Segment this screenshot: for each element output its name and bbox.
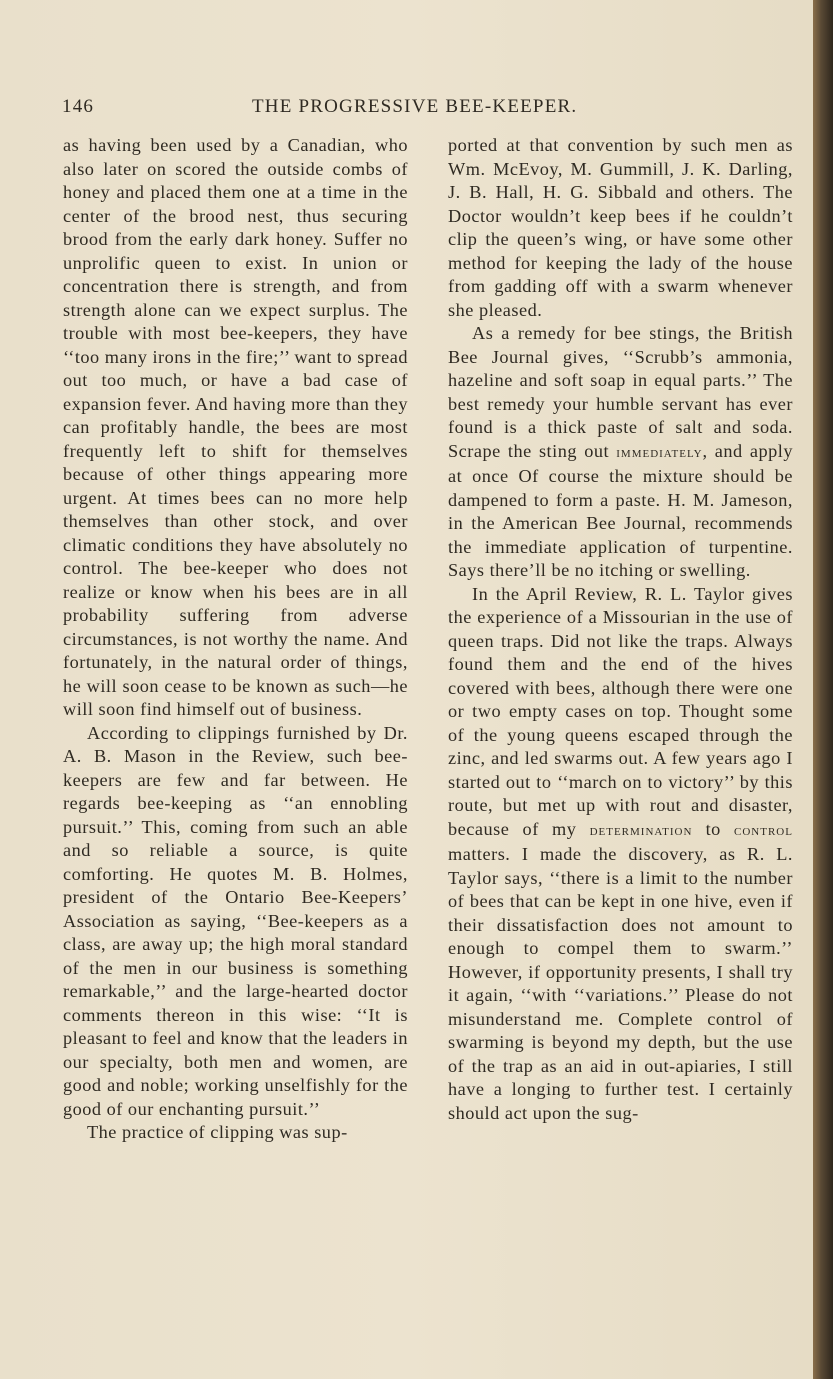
text-run: As a remedy for bee stings, the British Bee Journal gives, ‘‘Scrubb’s ammonia, hazeline and soft soap in equal parts.’’ The best remedy your humble servant has ever found is a thick paste of salt and soda. Scrape the sting out xyxy=(448,323,793,461)
text-run: , and apply at once Of course the mixture should be dampened to form a paste. H. M. Jameson, in the American Bee Journal, recommends the immediate application of turpentine. Says there’ll be no itching or swelling. xyxy=(448,440,793,580)
text-run: matters. I made the discovery, as R. L. Taylor says, ‘‘there is a limit to the number of bees that can be kept in one hive, even if their dissatisfaction does not amount to enough to compel them to swarm.’’ However, if opportunity presents, I shall try it again, ‘‘with ‘‘variations.’’ Please do not misunderstand me. Complete control of swarming is beyond my depth, but the use of the trap as an aid in out-apiaries, I still have a longing to further test. I certainly should act upon the sug- xyxy=(448,844,793,1123)
right-column xyxy=(448,134,793,1125)
text-run: In the April Review, R. L. Taylor gives the experience of a Missourian in the use of queen traps. Did not like the traps. Always found them and the end of the hives covered with bees, although there were one or two empty cases on top. Thought some of the young queens escaped through the zinc, and led swarms out. A few years ago I started out to ‘‘march on to victory’’ by this route, but met up with rout and disaster, because of my xyxy=(448,583,793,839)
paragraph: According to clippings furnished by Dr. A. B. Mason in the Review, such bee-keepers are few and far between. He regards bee-keeping as ‘‘an ennobling pursuit.’’ This, coming from such an able and so reliable a source, is quite comforting. He quotes M. B. Holmes, president of the Ontario Bee-Keepers’ Association as saying, ‘‘Bee-keepers as a class, are away up; the high moral standard of the men in our business is something remarkable,’’ and the large-hearted doctor comments thereon in this wise: ‘‘It is pleasant to feel and know that the leaders in our specialty, both men and women, are good and noble; working unselfishly for the good of our enchanting pursuit.’’ xyxy=(63,722,408,1119)
paragraph xyxy=(448,322,793,583)
paragraph: ported at that convention by such men as Wm. McEvoy, M. Gummill, J. K. Darling, J. B. Hall, H. G. Sibbald and others. The Doctor wouldn’t keep bees if he couldn’t clip the queen’s wing, or have some other method for keeping the lady of the house from gadding off with a swarm whenever she pleased. xyxy=(448,135,793,320)
running-head xyxy=(62,96,762,124)
paragraph xyxy=(448,583,793,1126)
small-caps-word: control xyxy=(734,822,793,839)
journal-title: THE PROGRESSIVE BEE-KEEPER. xyxy=(252,96,578,117)
small-caps-word: determination xyxy=(589,822,693,839)
paragraph: The practice of clipping was sup- xyxy=(87,1122,348,1142)
text-run: to xyxy=(705,818,721,839)
small-caps-word: immediately xyxy=(616,444,703,461)
paragraph: as having been used by a Canadian, who also later on scored the outside combs of honey and placed them one at a time in the center of the brood nest, thus securing brood from the early dark honey. Suffer no unprolific queen to exist. In union or concentration there is strength, and from strength alone can we expect surplus. The trouble with most bee-keepers, they have ‘‘too many irons in the fire;’’ want to spread out too much, or have a bad case of expansion fever. And having more than they can profitably handle, the bees are most frequently left to shift for themselves because of other things appearing more urgent. At times bees can no more help themselves than other stock, and over climatic conditions they have absolutely no control. The bee-keeper who does not realize or know when his bees are in all probability suffering from adverse circumstances, is not worthy the name. And fortunately, in the natural order of things, he will soon cease to be known as such—he will soon find himself out of business. xyxy=(63,135,408,719)
page-number: 146 xyxy=(62,96,95,117)
left-column xyxy=(63,134,408,1145)
book-spine-edge xyxy=(813,0,833,1379)
